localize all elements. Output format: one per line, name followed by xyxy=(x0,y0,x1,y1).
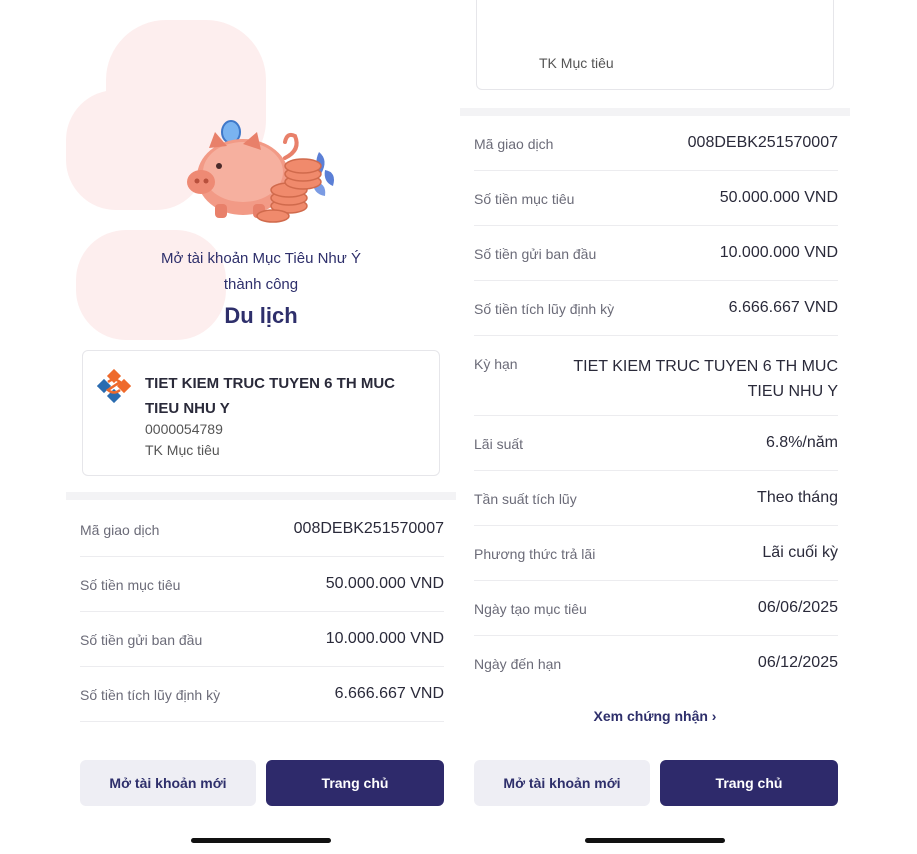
detail-row-created-date xyxy=(474,581,838,636)
detail-label: Mã giao dịch xyxy=(80,522,160,538)
detail-row-term xyxy=(474,336,838,416)
detail-value: TIET KIEM TRUC TUYEN 6 TH MUC TIEU NHU Y xyxy=(573,358,838,400)
detail-row-payout-method xyxy=(474,526,838,581)
account-card xyxy=(476,0,834,90)
account-number: 0000054789 xyxy=(145,421,223,437)
detail-row-initial-deposit xyxy=(474,226,838,281)
home-button[interactable]: Trang chủ xyxy=(660,760,838,806)
account-name: TIET KIEM TRUC TUYEN 6 TH MUC TIEU NHU Y xyxy=(145,375,395,417)
detail-value: 50.000.000 VND xyxy=(719,189,838,206)
account-type: TK Mục tiêu xyxy=(145,442,220,458)
detail-label: Mã giao dịch xyxy=(474,136,554,152)
account-card xyxy=(82,350,440,476)
home-indicator[interactable] xyxy=(191,838,331,843)
detail-value: 50.000.000 VND xyxy=(325,575,444,592)
detail-label: Lãi suất xyxy=(474,436,524,452)
detail-value: Lãi cuối kỳ xyxy=(762,544,838,561)
detail-label: Phương thức trả lãi xyxy=(474,546,596,562)
detail-label: Số tiền gửi ban đầu xyxy=(474,246,597,262)
detail-row-target-amount xyxy=(80,557,444,612)
detail-label: Số tiền gửi ban đầu xyxy=(80,632,203,648)
detail-value: 06/06/2025 xyxy=(757,599,838,616)
detail-label: Số tiền tích lũy định kỳ xyxy=(474,301,615,317)
left-screen xyxy=(66,0,456,854)
detail-row-interest-rate xyxy=(474,416,838,471)
detail-label: Tần suất tích lũy xyxy=(474,491,577,507)
detail-value: 6.8%/năm xyxy=(765,434,838,451)
goal-name: Du lịch xyxy=(224,303,298,328)
detail-label: Số tiền mục tiêu xyxy=(80,577,181,593)
account-type: TK Mục tiêu xyxy=(539,55,614,71)
section-divider xyxy=(460,108,850,116)
detail-value: 06/12/2025 xyxy=(757,654,838,671)
detail-value: 6.666.667 VND xyxy=(334,685,444,702)
action-bar xyxy=(66,748,456,818)
detail-row-periodic-amount xyxy=(474,281,838,336)
detail-value: Theo tháng xyxy=(757,489,838,506)
detail-row-target-amount xyxy=(474,171,838,226)
piggy-bank-icon xyxy=(181,112,341,227)
home-indicator[interactable] xyxy=(585,838,725,843)
detail-label: Kỳ hạn xyxy=(474,356,518,372)
detail-label: Số tiền tích lũy định kỳ xyxy=(80,687,221,703)
view-certificate-link[interactable]: Xem chứng nhận › xyxy=(593,708,717,724)
home-button[interactable]: Trang chủ xyxy=(266,760,444,806)
detail-label: Ngày đến hạn xyxy=(474,656,562,672)
detail-row-periodic-amount xyxy=(80,667,444,722)
detail-value: 008DEBK251570007 xyxy=(687,134,838,151)
detail-value: 10.000.000 VND xyxy=(719,244,838,261)
section-divider xyxy=(66,492,456,500)
success-message-line1: Mở tài khoản Mục Tiêu Như Ý xyxy=(161,250,361,267)
open-new-account-button[interactable]: Mở tài khoản mới xyxy=(474,760,650,806)
detail-row-transaction-id xyxy=(80,502,444,557)
detail-value: 008DEBK251570007 xyxy=(293,520,444,537)
right-screen xyxy=(460,0,850,854)
detail-value: 10.000.000 VND xyxy=(325,630,444,647)
detail-label: Ngày tạo mục tiêu xyxy=(474,601,587,617)
action-bar xyxy=(460,748,850,818)
detail-row-initial-deposit xyxy=(80,612,444,667)
detail-row-maturity-date xyxy=(474,636,838,691)
success-hero xyxy=(66,0,456,345)
open-new-account-button[interactable]: Mở tài khoản mới xyxy=(80,760,256,806)
bank-logo-icon xyxy=(97,369,131,403)
success-message-line2: thành công xyxy=(223,276,299,293)
detail-row-transaction-id xyxy=(474,116,838,171)
detail-row-frequency xyxy=(474,471,838,526)
detail-value: 6.666.667 VND xyxy=(728,299,838,316)
detail-label: Số tiền mục tiêu xyxy=(474,191,575,207)
